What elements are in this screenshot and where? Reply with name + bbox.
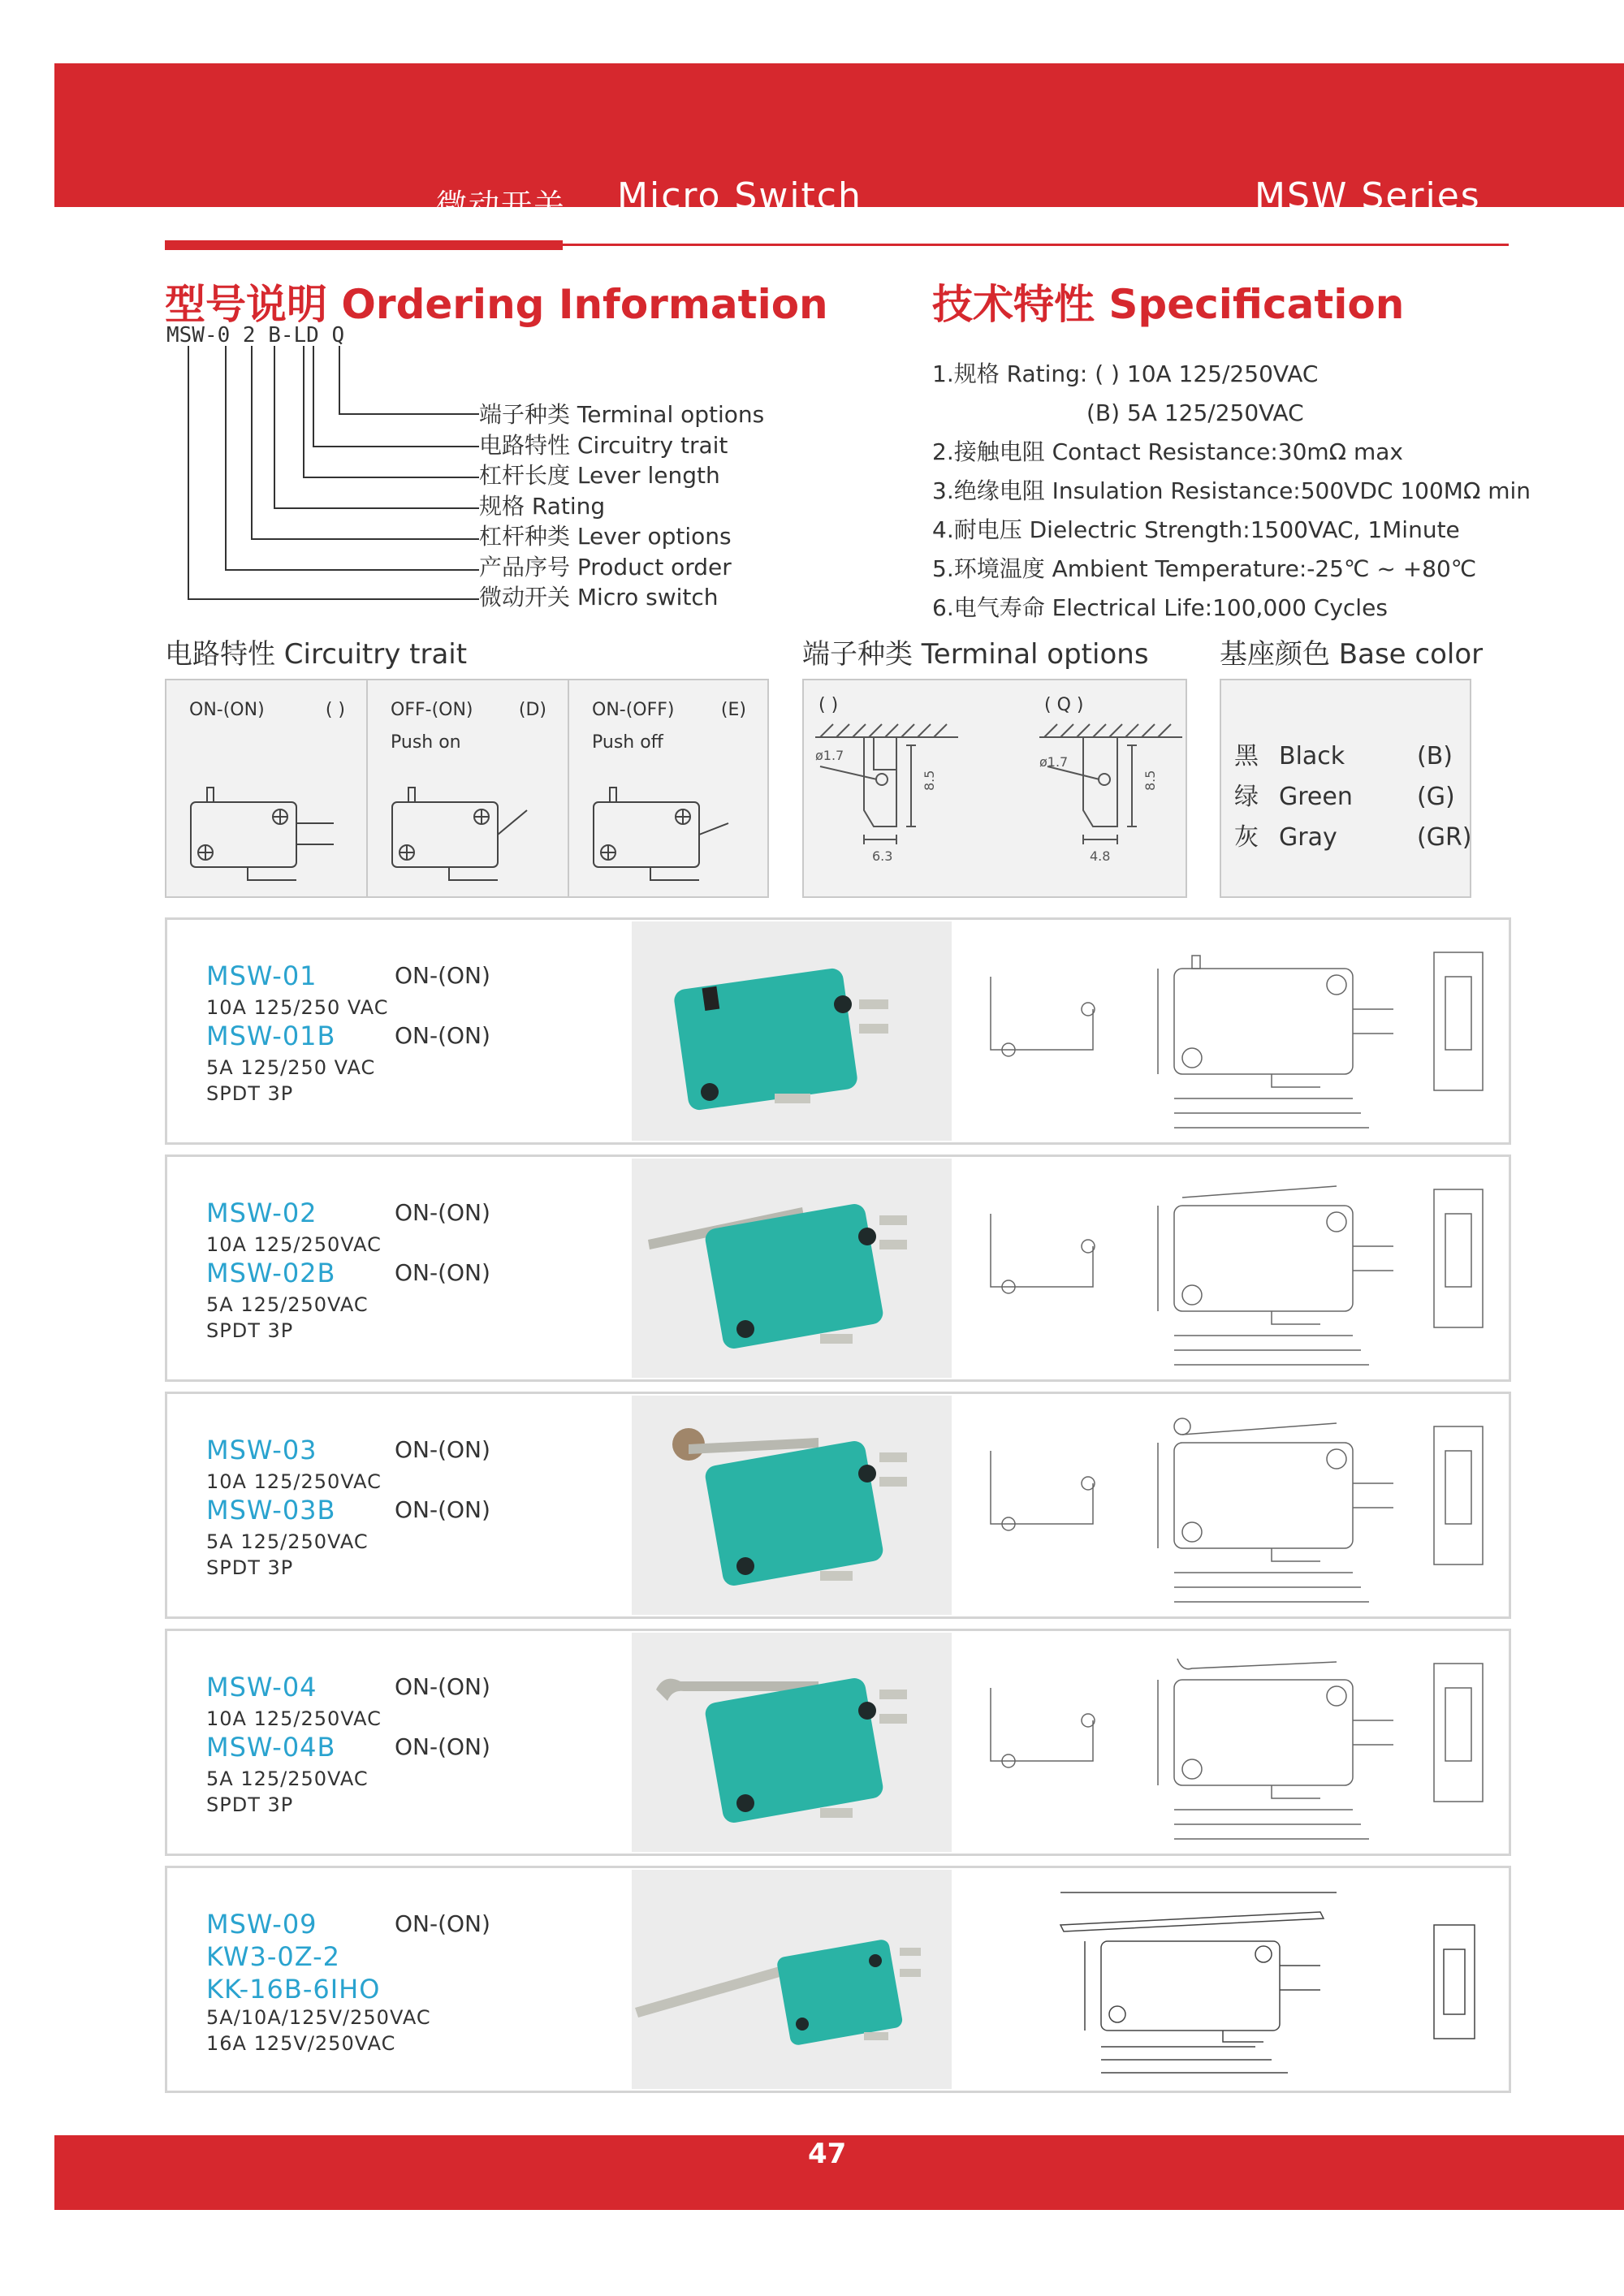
terminal-panel <box>802 679 1187 898</box>
product-circuit: ON-(ON) <box>395 1022 490 1049</box>
base-color-en: Green <box>1279 783 1353 811</box>
product-rating: 10A 125/250VAC <box>206 1470 382 1493</box>
terminal-height-right: 8.5 <box>1142 770 1158 791</box>
dimension-drawing <box>979 1876 1507 2087</box>
base-color-code: (B) <box>1417 742 1453 770</box>
terminal-code-left: ( ) <box>818 695 839 715</box>
spec-item: 3.绝缘电阻 Insulation Resistance:500VDC 100MΩ min <box>932 477 1531 504</box>
ordering-label: 端子种类 Terminal options <box>479 401 765 428</box>
terminal-code-right: ( Q ) <box>1044 695 1084 715</box>
product-circuit: ON-(ON) <box>395 1496 490 1523</box>
product-circuit: ON-(ON) <box>395 1199 490 1226</box>
product-model: MSW-01B <box>206 1021 336 1051</box>
circuitry-sub: Push off <box>592 732 663 753</box>
product-model: MSW-04 <box>206 1672 317 1703</box>
spec-item: 2.接触电阻 Contact Resistance:30mΩ max <box>932 438 1403 465</box>
product-circuit: ON-(ON) <box>395 1733 490 1760</box>
circuitry-sub: Push on <box>391 732 461 753</box>
product-model: MSW-03B <box>206 1495 336 1526</box>
ordering-label: 产品序号 Product order <box>479 553 732 580</box>
spec-item: 4.耐电压 Dielectric Strength:1500VAC, 1Minute <box>932 516 1460 543</box>
micro-switch-image <box>632 1159 952 1378</box>
product-rating: 5A/10A/125V/250VAC <box>206 2006 431 2029</box>
dimension-drawing <box>979 1402 1507 1613</box>
switch-schematic-icon <box>183 762 353 891</box>
header-accent-bar <box>165 240 563 250</box>
dimension-drawing <box>979 1639 1507 1850</box>
product-rating: 5A 125/250VAC <box>206 1767 369 1790</box>
product-circuit: ON-(ON) <box>395 1436 490 1463</box>
header-title-en: Micro Switch <box>617 175 862 217</box>
product-model: MSW-01 <box>206 960 317 991</box>
product-circuit: ON-(ON) <box>395 1910 490 1937</box>
circuitry-code: (E) <box>720 700 746 720</box>
product-row-msw-03 <box>165 1392 1511 1619</box>
micro-switch-image <box>632 1870 952 2089</box>
micro-switch-image <box>632 921 952 1141</box>
circuitry-cell <box>166 680 368 896</box>
base-color-en: Black <box>1279 742 1345 770</box>
terminal-dia-right: ø1.7 <box>1039 754 1069 770</box>
product-type: SPDT 3P <box>206 1793 294 1816</box>
product-circuit: ON-(ON) <box>395 1673 490 1700</box>
micro-switch-image <box>632 1396 952 1615</box>
base-color-zh: 灰 <box>1234 823 1259 852</box>
dimension-drawing <box>979 1165 1507 1376</box>
base-color-row <box>1234 776 1455 812</box>
base-color-code: (GR) <box>1417 823 1472 852</box>
circuitry-cell <box>569 680 767 896</box>
product-rating: 10A 125/250VAC <box>206 1233 382 1256</box>
product-model: KK-16B-6IHO <box>206 1974 381 2005</box>
circuitry-panel <box>165 679 769 898</box>
header-series: MSW Series <box>1255 175 1481 217</box>
product-rating: 10A 125/250 VAC <box>206 996 389 1019</box>
base-color-title: 基座颜色 Base color <box>1220 638 1484 671</box>
micro-switch-image <box>632 1633 952 1852</box>
dimension-drawing <box>979 928 1507 1139</box>
product-row-msw-04 <box>165 1629 1511 1856</box>
product-type: SPDT 3P <box>206 1319 294 1342</box>
base-color-row <box>1234 736 1453 771</box>
product-model: MSW-04B <box>206 1732 336 1763</box>
ordering-title: 型号说明 Ordering Information <box>165 281 828 328</box>
spec-title: 技术特性 Specification <box>932 281 1405 328</box>
circuitry-code: ( ) <box>325 700 345 720</box>
product-photo <box>632 1396 952 1615</box>
base-color-row <box>1234 817 1472 852</box>
ordering-label: 电路特性 Circuitry trait <box>479 431 728 459</box>
ordering-label: 杠杆种类 Lever options <box>479 523 732 550</box>
ordering-code: MSW-0 2 B-LD Q <box>166 323 345 347</box>
ordering-label: 微动开关 Micro switch <box>479 584 719 611</box>
product-rating: 10A 125/250VAC <box>206 1707 382 1730</box>
product-model: MSW-02 <box>206 1198 317 1228</box>
page-number: 47 <box>808 2138 847 2170</box>
product-circuit: ON-(ON) <box>395 1259 490 1286</box>
product-model: MSW-02B <box>206 1258 336 1288</box>
switch-schematic-icon <box>384 762 555 891</box>
terminal-width-right: 4.8 <box>1090 848 1111 864</box>
circuitry-name: ON-(ON) <box>189 700 265 720</box>
product-rating: 5A 125/250VAC <box>206 1293 369 1316</box>
product-rating: 16A 125V/250VAC <box>206 2032 396 2055</box>
ordering-label: 杠杆长度 Lever length <box>479 462 720 489</box>
base-color-en: Gray <box>1279 823 1337 852</box>
product-row-msw-09 <box>165 1866 1511 2093</box>
circuitry-code: (D) <box>518 700 546 720</box>
circuitry-name: ON-(OFF) <box>592 700 675 720</box>
product-model: KW3-0Z-2 <box>206 1941 341 1972</box>
terminal-dia-left: ø1.7 <box>815 748 844 763</box>
product-photo <box>632 1159 952 1378</box>
product-rating: 5A 125/250 VAC <box>206 1056 376 1079</box>
circuitry-cell <box>368 680 569 896</box>
product-type: SPDT 3P <box>206 1082 294 1105</box>
product-photo <box>632 1633 952 1852</box>
product-model: MSW-09 <box>206 1909 317 1940</box>
product-photo <box>632 1870 952 2089</box>
ordering-label: 规格 Rating <box>479 492 606 520</box>
base-color-zh: 黑 <box>1234 742 1259 770</box>
spec-list <box>932 355 1531 628</box>
base-color-panel <box>1220 679 1471 898</box>
switch-schematic-icon <box>585 762 756 891</box>
base-color-zh: 绿 <box>1234 783 1259 811</box>
terminal-title: 端子种类 Terminal options <box>802 638 1149 671</box>
header-rule <box>563 244 1509 246</box>
circuitry-name: OFF-(ON) <box>391 700 473 720</box>
product-rating: 5A 125/250VAC <box>206 1530 369 1553</box>
base-color-code: (G) <box>1417 783 1455 811</box>
product-model: MSW-03 <box>206 1435 317 1465</box>
spec-item: 5.环境温度 Ambient Temperature:-25℃ ~ +80℃ <box>932 555 1477 582</box>
product-row-msw-02 <box>165 1154 1511 1382</box>
product-type: SPDT 3P <box>206 1556 294 1579</box>
spec-item: 6.电气寿命 Electrical Life:100,000 Cycles <box>932 594 1388 621</box>
circuitry-title: 电路特性 Circuitry trait <box>165 638 468 671</box>
terminal-width-left: 6.3 <box>872 848 893 864</box>
terminal-drawing <box>804 713 1189 900</box>
ordering-labels <box>479 399 764 613</box>
product-row-msw-01 <box>165 917 1511 1145</box>
header-title-zh: 微动开关 <box>436 188 567 223</box>
terminal-height-left: 8.5 <box>922 770 937 791</box>
spec-item: 1.规格 Rating: ( ) 10A 125/250VAC <box>932 360 1319 387</box>
ordering-tree-diagram <box>162 341 487 609</box>
product-photo <box>632 921 952 1141</box>
product-circuit: ON-(ON) <box>395 962 490 989</box>
spec-item: (B) 5A 125/250VAC <box>1086 399 1304 426</box>
